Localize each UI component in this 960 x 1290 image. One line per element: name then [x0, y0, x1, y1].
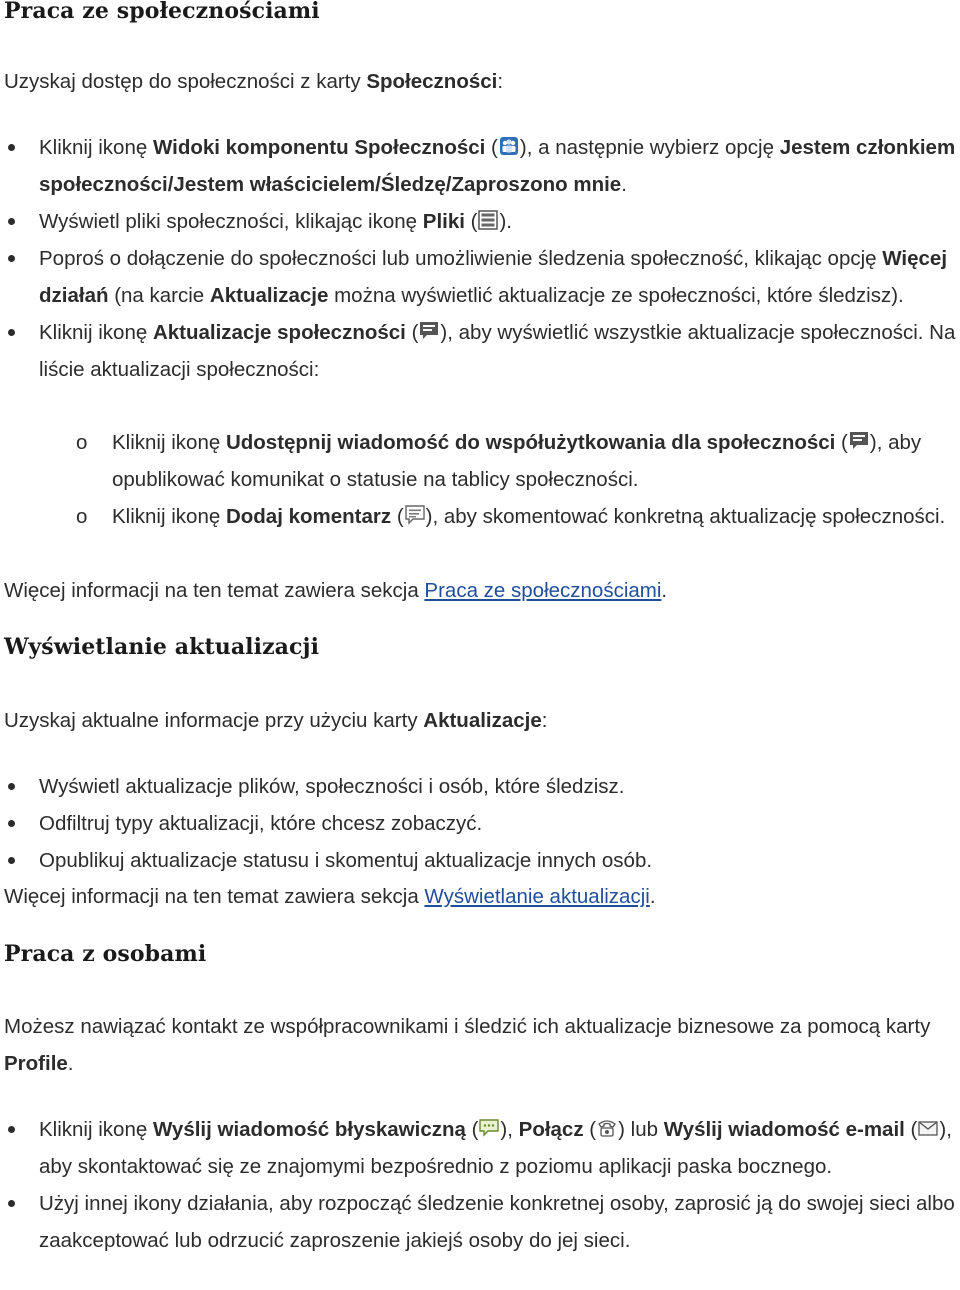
call-icon[interactable] — [596, 1117, 618, 1139]
list-item: Odfiltruj typy aktualizacji, które chcesz zobaczyć. — [4, 805, 960, 842]
list-item: Kliknij ikonę Aktualizacje społeczności ( ), aby wyświetlić wszystkie aktualizacje społeczności. Na liście aktualizacji społeczności: — [4, 314, 960, 388]
files-icon[interactable] — [477, 209, 499, 231]
section-title-updates: Wyświetlanie aktualizacji — [4, 634, 320, 660]
list-item: Kliknij ikonę Widoki komponentu Społeczności ( ), a następnie wybierz opcję Jestem członkiem społeczności/Jestem właścicielem/Śledzę/Zaproszono mnie. — [4, 129, 960, 203]
list-item: Poproś o dołączenie do społeczności lub umożliwienie śledzenia społeczność, klikając opcję Więcej działań (na karcie Aktualizacje można wyświetlić aktualizacje ze społeczności, które śledzisz). — [4, 240, 960, 314]
list-item: Wyświetl aktualizacje plików, społeczności i osób, które śledzisz. — [4, 768, 960, 805]
add-comment-icon[interactable] — [404, 504, 426, 526]
link-viewing-updates[interactable]: Wyświetlanie aktualizacji — [424, 885, 650, 908]
email-icon[interactable] — [917, 1117, 939, 1139]
people-intro: Możesz nawiązać kontakt ze współpracownikami i śledzić ich aktualizacje biznesowe za pomocą karty Profile. — [4, 1015, 931, 1075]
list-item: Użyj innej ikony działania, aby rozpocząć śledzenie konkretnej osoby, zaprosić ją do swojej sieci albo zaakceptować lub odrzucić zaproszenie jakiejś osoby do jej sieci. — [4, 1185, 960, 1259]
list-item: Wyświetl pliki społeczności, klikając ikonę Pliki ( ). — [4, 203, 960, 240]
community-views-icon[interactable] — [498, 135, 520, 157]
sublist-item: o Kliknij ikonę Dodaj komentarz ( ), aby skomentować konkretną aktualizację społeczności. — [76, 505, 946, 528]
section-title-people: Praca z osobami — [4, 941, 207, 967]
list-item: Opublikuj aktualizacje statusu i skomentuj aktualizacje innych osób. — [4, 842, 960, 879]
updates-more-info: Więcej informacji na ten temat zawiera sekcja Wyświetlanie aktualizacji. — [4, 885, 656, 908]
share-message-icon[interactable] — [848, 430, 870, 452]
communities-intro: Uzyskaj dostęp do społeczności z karty Społeczności: — [4, 70, 504, 93]
link-working-with-communities[interactable]: Praca ze społecznościami — [424, 579, 662, 602]
instant-message-icon[interactable] — [478, 1117, 500, 1139]
list-item: Kliknij ikonę Wyślij wiadomość błyskawiczną ( ), Połącz ( ) lub Wyślij wiadomość e-mail ( ), aby skontaktować się ze znajomymi bezpośrednio z poziomu aplikacji paska bocznego. — [4, 1111, 960, 1185]
community-updates-sublist — [4, 424, 960, 535]
updates-intro: Uzyskaj aktualne informacje przy użyciu karty Aktualizacje: — [4, 709, 548, 732]
section-title-communities: Praca ze społecznościami — [4, 0, 320, 24]
updates-list — [4, 768, 960, 879]
communities-more-info: Więcej informacji na ten temat zawiera sekcja Praca ze społecznościami. — [4, 579, 668, 602]
community-updates-icon[interactable] — [418, 320, 440, 342]
sublist-item: o Kliknij ikonę Udostępnij wiadomość do współużytkowania dla społeczności ( ), aby opublikować komunikat o statusie na tablicy społeczności. — [76, 431, 922, 491]
people-list — [4, 1111, 960, 1259]
communities-list — [4, 129, 960, 388]
